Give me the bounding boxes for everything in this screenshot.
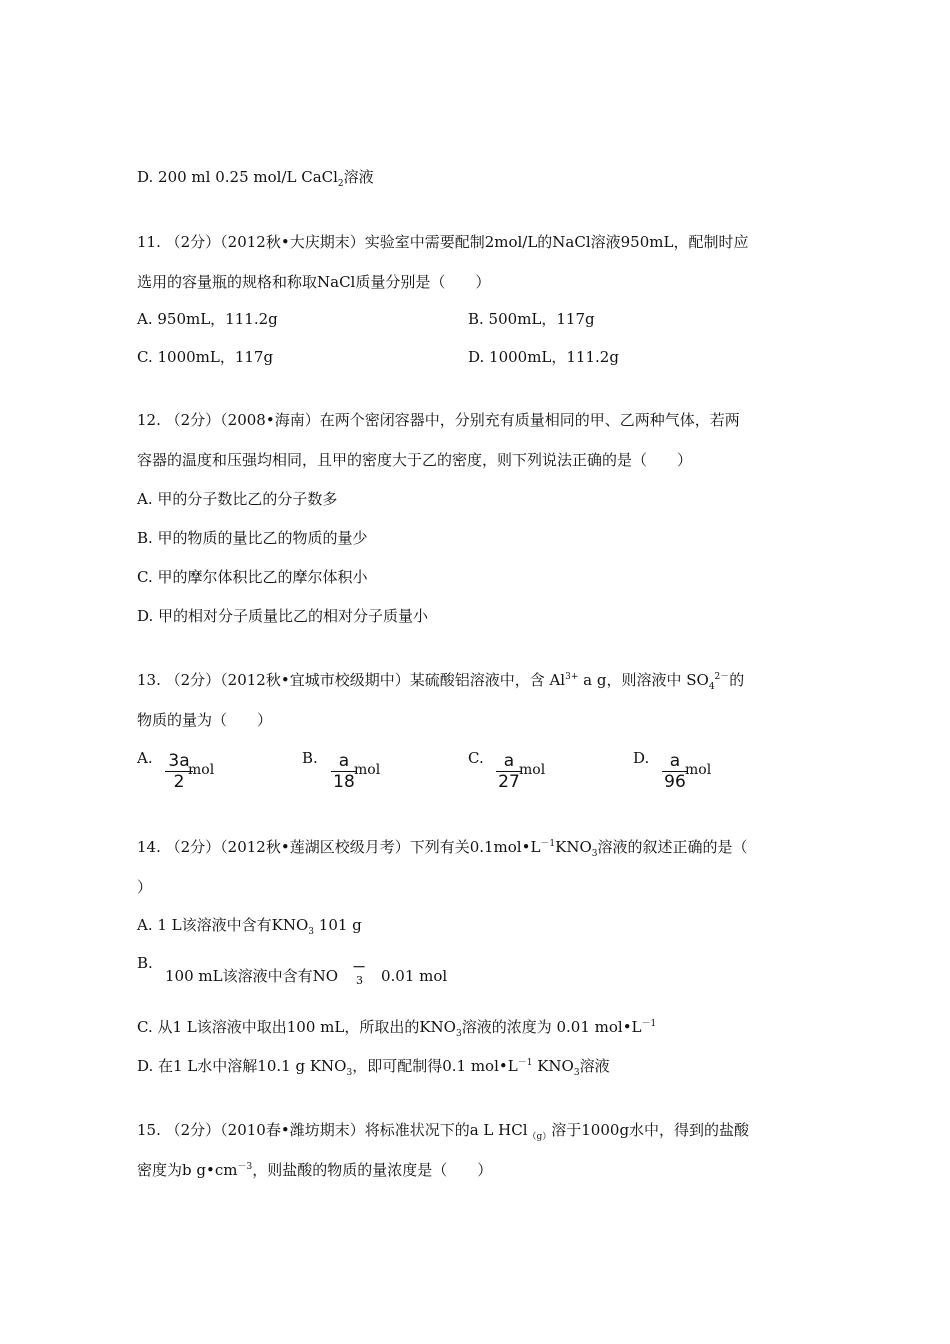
q11-option-a: A. 950mL，111.2g [137, 310, 278, 328]
q11-option-d: D. 1000mL，111.2g [468, 348, 619, 366]
unit: mol [685, 762, 712, 778]
q13-stem-line2: 物质的量为（ ） [137, 711, 273, 729]
denominator: 2 [173, 772, 185, 792]
q11-stem-line2: 选用的容量瓶的规格和称取NaCl质量分别是（ ） [137, 273, 491, 291]
option-letter: B. [137, 954, 153, 972]
minus-sign: － [352, 960, 366, 976]
denominator: 18 [333, 772, 355, 792]
option-letter: A. [137, 749, 153, 767]
unit: mol [188, 762, 215, 778]
q15-stem-line1: 15. （2分）（2010春•潍坊期末）将标准状况下的a L HCl$_{(g)}$溶于1000g水中，得到的盐酸 [137, 1121, 750, 1142]
q12-option-b: B. 甲的物质的量比乙的物质的量少 [137, 529, 368, 547]
q14-stem-line2: ） [137, 878, 153, 896]
option-amount: 0.01 mol [381, 967, 448, 985]
q15-stem-line2: 密度为b $g•cm^{-3}$，则盐酸的物质的量浓度是（ ） [137, 1161, 493, 1179]
numerator: a [503, 751, 515, 771]
q11-option-c: C. 1000mL，117g [137, 348, 274, 366]
q12-option-c: C. 甲的摩尔体积比乙的摩尔体积小 [137, 568, 368, 586]
q14-option-c: C. 从1 L该溶液中取出100 mL，所取出的$KNO_3$溶液的浓度为 0.01 $mol•L^{-1}$ [137, 1018, 657, 1039]
q10-option-d: D. 200 ml 0.25 mol/L CaCl$_2$溶液 [137, 168, 374, 189]
numerator: 3a [168, 751, 190, 771]
subscript-three: 3 [356, 974, 363, 987]
q14-option-d: D. 在1 L水中溶解10.1 g $KNO_3$，即可配制得0.1 $mol•L^{-1}$ $KNO_3$溶液 [137, 1057, 610, 1078]
q12-stem-line2: 容器的温度和压强均相同，且甲的密度大于乙的密度，则下列说法正确的是（ ） [137, 451, 693, 469]
q12-option-d: D. 甲的相对分子质量比乙的相对分子质量小 [137, 607, 429, 625]
unit: mol [354, 762, 381, 778]
q11-option-b: B. 500mL，117g [468, 310, 595, 328]
option-letter: C. [468, 749, 484, 767]
q13-stem-line1: 13. （2分）（2012秋•宜城市校级期中）某硫酸铝溶液中，含 $Al^{3+}$ a g，则溶液中 $SO_4^{2-}$的 [137, 671, 745, 692]
numerator: a [338, 751, 350, 771]
option-letter: B. [302, 749, 318, 767]
q12-stem-line1: 12. （2分）（2008•海南）在两个密闭容器中，分别充有质量相同的甲、乙两种气体，若两 [137, 411, 740, 429]
q14-stem-line1: 14. （2分）（2012秋•莲湖区校级月考）下列有关$0.1mol•L^{-1}KNO_3$溶液的叙述正确的是（ [137, 838, 748, 859]
q14-option-a: A. 1 L该溶液中含有$KNO_3$ 101 g [137, 916, 362, 937]
q11-stem-line1: 11. （2分）（2012秋•大庆期末）实验室中需要配制2mol/L的NaCl溶液950mL，配制时应 [137, 233, 749, 251]
unit: mol [519, 762, 546, 778]
denominator: 27 [498, 772, 520, 792]
denominator: 96 [664, 772, 686, 792]
option-letter: D. [633, 749, 650, 767]
option-text: 100 mL该溶液中含有NO [165, 967, 339, 985]
numerator: a [669, 751, 681, 771]
q12-option-a: A. 甲的分子数比乙的分子数多 [137, 490, 338, 508]
